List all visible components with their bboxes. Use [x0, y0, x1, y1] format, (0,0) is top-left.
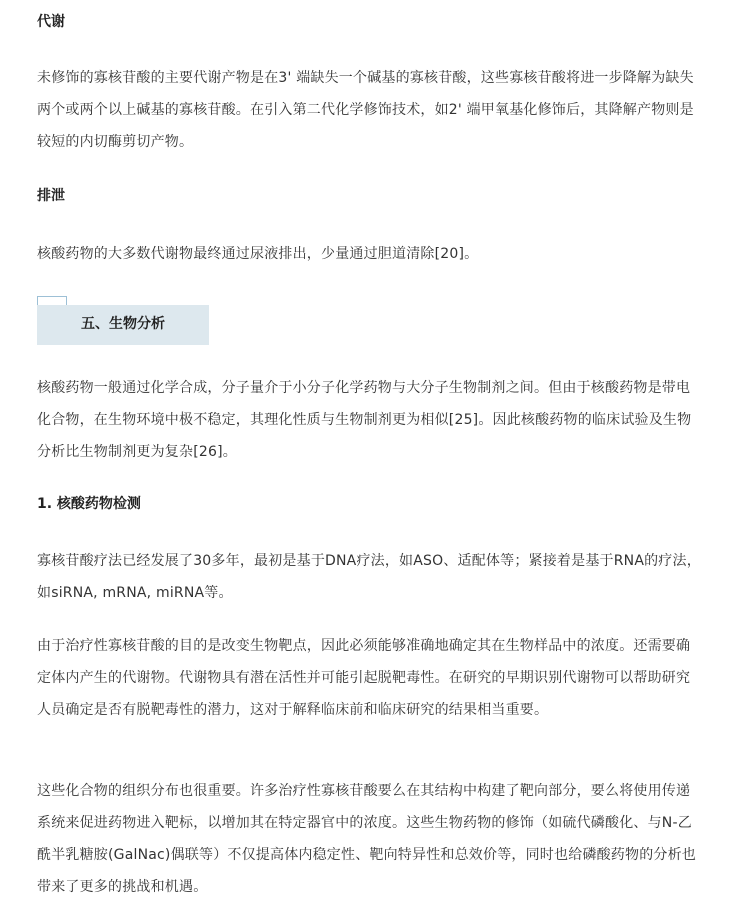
excretion-paragraph: 核酸药物的大多数代谢物最终通过尿液排出，少量通过胆道清除[20]。	[37, 246, 479, 262]
excretion-heading: 排泄	[37, 188, 65, 204]
section-title-box	[37, 296, 209, 345]
detection-paragraph-history: 寡核苷酸疗法已经发展了30多年，最初是基于DNA疗法，如ASO、适配体等；紧接着是基于RNA的疗法，如siRNA, mRNA, miRNA等。	[37, 553, 701, 601]
detection-paragraph-purpose: 由于治疗性寡核苷酸的目的是改变生物靶点，因此必须能够准确地确定其在生物样品中的浓度。还需要确定体内产生的代谢物。代谢物具有潜在活性并可能引起脱靶毒性。在研究的早期识别代谢物可以帮助研究人员确定是否有脱靶毒性的潜力，这对于解释临床前和临床研究的结果相当重要。	[37, 638, 691, 718]
detection-paragraph-distribution: 这些化合物的组织分布也很重要。许多治疗性寡核苷酸要么在其结构中构建了靶向部分，要么将使用传递系统来促进药物进入靶标，以增加其在特定器官中的浓度。这些生物药物的修饰（如硫代磷酸化、与N-乙酰半乳糖胺(GalNac)偶联等）不仅提高体内稳定性、靶向特异性和总效价等，同时也给磷酸药物的分析也带来了更多的挑战和机遇。	[37, 783, 696, 895]
metabolism-heading: 代谢	[37, 14, 65, 30]
detection-heading: 1. 核酸药物检测	[37, 496, 141, 512]
section-title: 五、生物分析	[81, 316, 165, 332]
metabolism-paragraph: 未修饰的寡核苷酸的主要代谢产物是在3' 端缺失一个碱基的寡核苷酸，这些寡核苷酸将进一步降解为缺失两个或两个以上碱基的寡核苷酸。在引入第二代化学修饰技术，如2' 端甲氧基化修饰后，其降解产物则是较短的内切酶剪切产物。	[37, 70, 694, 150]
bioanalysis-paragraph: 核酸药物一般通过化学合成，分子量介于小分子化学药物与大分子生物制剂之间。但由于核酸药物是带电化合物，在生物环境中极不稳定，其理化性质与生物制剂更为相似[25]。因此核酸药物的临床试验及生物分析比生物制剂更为复杂[26]。	[37, 380, 692, 460]
